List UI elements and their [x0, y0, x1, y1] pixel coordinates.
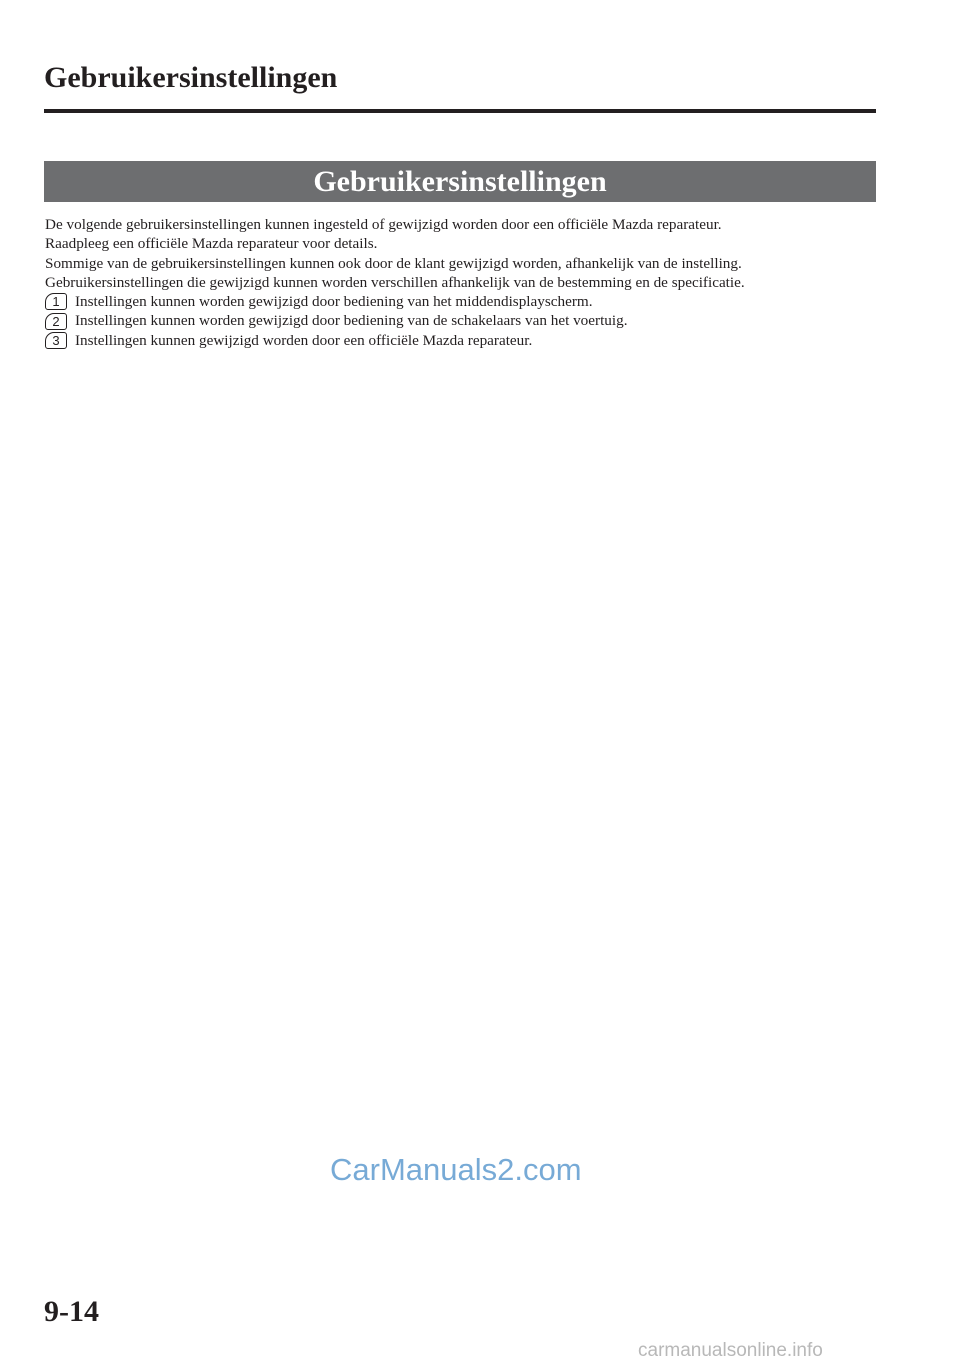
- chapter-title: Gebruikersinstellingen: [44, 61, 338, 94]
- number-three-icon: 3: [45, 332, 67, 349]
- watermark-site: carmanualsonline.info: [638, 1340, 823, 1361]
- legend-text: Instellingen kunnen worden gewijzigd door bediening van de schakelaars van het voertuig.: [75, 312, 628, 330]
- section-banner: [44, 161, 876, 202]
- page-number: 9-14: [44, 1295, 99, 1328]
- legend-item: [45, 331, 885, 350]
- watermark-logo: CarManuals2.com: [330, 1152, 582, 1187]
- paragraph: De volgende gebruikersinstellingen kunnen ingesteld of gewijzigd worden door een officiële Mazda reparateur.: [45, 216, 722, 233]
- paragraph: Sommige van de gebruikersinstellingen kunnen ook door de klant gewijzigd worden, afhankelijk van de instelling.: [45, 254, 742, 272]
- chapter-divider: [44, 109, 876, 113]
- number-two-icon: 2: [45, 313, 67, 330]
- number-one-icon: 1: [45, 293, 67, 310]
- legend-item: [45, 292, 885, 311]
- paragraph: Raadpleeg een officiële Mazda reparateur voor details.: [45, 235, 378, 253]
- legend-text: Instellingen kunnen worden gewijzigd door bediening van het middendisplayscherm.: [75, 293, 593, 311]
- legend-text: Instellingen kunnen gewijzigd worden door een officiële Mazda reparateur.: [75, 331, 533, 349]
- paragraph: Gebruikersinstellingen die gewijzigd kunnen worden verschillen afhankelijk van de bestemming en de specificatie.: [45, 273, 745, 291]
- section-body: [45, 215, 885, 350]
- section-title: Gebruikersinstellingen: [313, 164, 607, 198]
- legend-item: [45, 311, 885, 330]
